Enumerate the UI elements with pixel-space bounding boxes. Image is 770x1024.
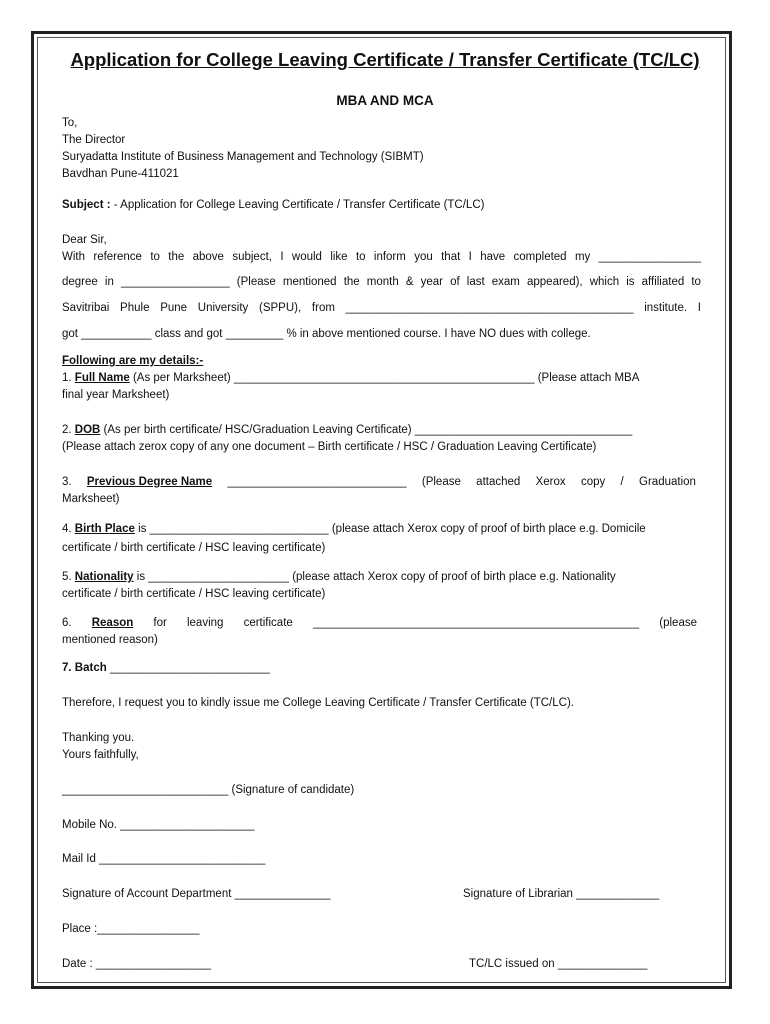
- detail-birth-place-cont: certificate / birth certificate / HSC leaving certificate): [62, 542, 326, 554]
- detail-dob-cont: (Please attach zerox copy of any one document – Birth certificate / HSC / Graduation Leaving Certificate): [62, 441, 597, 453]
- body-paragraph-line-2: [62, 275, 701, 289]
- word: With: [62, 251, 85, 263]
- word: (Please: [421, 476, 461, 488]
- previous-degree-blank: ____________________________: [227, 476, 407, 488]
- date-field: Date : __________________: [62, 958, 212, 970]
- body-paragraph-line-3: [62, 301, 701, 315]
- word: in: [104, 276, 114, 288]
- word: _________________: [120, 276, 230, 288]
- detail-batch: [62, 661, 270, 675]
- word: appeared),: [526, 276, 583, 288]
- word: inform: [373, 251, 406, 263]
- word: I: [280, 251, 284, 263]
- address-line-1: The Director: [62, 134, 126, 146]
- document-subtitle: MBA AND MCA: [336, 93, 434, 108]
- reason-blank: ___________________________________________________: [312, 617, 640, 629]
- word: degree: [62, 276, 98, 288]
- address-line-2: Suryadatta Institute of Business Management and Technology (SIBMT): [62, 151, 424, 163]
- word: attached: [476, 476, 521, 488]
- word: that: [441, 251, 461, 263]
- subject-label: Subject :: [62, 199, 111, 211]
- detail-number: 5.: [62, 571, 75, 583]
- mail-id-field: Mail Id __________________________: [62, 853, 266, 865]
- yours-faithfully: Yours faithfully,: [62, 749, 139, 761]
- word: University: [197, 302, 249, 314]
- full-name-label: Full Name: [74, 372, 130, 384]
- word: you: [414, 251, 433, 263]
- word: to: [150, 251, 160, 263]
- word: (SPPU),: [259, 302, 302, 314]
- word: institute.: [644, 302, 688, 314]
- place-field: Place :________________: [62, 923, 200, 935]
- previous-degree-label: Previous Degree Name: [86, 476, 213, 488]
- batch-blank: _________________________: [106, 662, 270, 674]
- nationality-label: Nationality: [74, 571, 134, 583]
- body-paragraph-line-4: got ___________ class and got _________ % in above mentioned course. I have NO dues with college.: [62, 328, 591, 340]
- word: to: [691, 276, 701, 288]
- word: affiliated: [641, 276, 685, 288]
- word: the: [168, 251, 185, 263]
- word: the: [343, 276, 360, 288]
- body-paragraph-line-1: [62, 250, 701, 264]
- dob-text: (As per birth certificate/ HSC/Graduation Leaving Certificate) __________________________________: [100, 424, 633, 436]
- word: reference: [93, 251, 142, 263]
- word: of: [450, 276, 460, 288]
- word: Phule: [120, 302, 150, 314]
- reason-label: Reason: [91, 617, 134, 629]
- word: exam: [491, 276, 520, 288]
- word: Graduation: [639, 476, 696, 488]
- detail-number: 4.: [62, 523, 75, 535]
- word: have: [480, 251, 506, 263]
- detail-previous-degree-cont: Marksheet): [62, 493, 120, 505]
- detail-previous-degree: [62, 475, 696, 489]
- thanking-line: Thanking you.: [62, 732, 135, 744]
- word: (please: [659, 617, 697, 629]
- nationality-text: is ______________________ (please attach Xerox copy of proof of birth place e.g. Nationality: [133, 571, 616, 583]
- word: which: [589, 276, 620, 288]
- word: _____________________________________________: [345, 302, 634, 314]
- word: my: [574, 251, 591, 263]
- word: last: [466, 276, 485, 288]
- detail-birth-place: [62, 522, 646, 536]
- word: I: [697, 302, 701, 314]
- word: like: [330, 251, 348, 263]
- mobile-number-field: Mobile No. _____________________: [62, 819, 255, 831]
- word: year: [420, 276, 443, 288]
- subject-line: [62, 198, 484, 212]
- address-to: To,: [62, 117, 78, 129]
- address-line-3: Bavdhan Pune-411021: [62, 168, 179, 180]
- word: Pune: [160, 302, 188, 314]
- detail-number: 2.: [62, 424, 75, 436]
- request-paragraph: Therefore, I request you to kindly issue me College Leaving Certificate / Transfer Certificate (TC/LC).: [62, 697, 574, 709]
- subject-text: - Application for College Leaving Certificate / Transfer Certificate (TC/LC): [110, 199, 485, 211]
- salutation: Dear Sir,: [62, 234, 107, 246]
- detail-full-name-cont: final year Marksheet): [62, 389, 170, 401]
- word: above: [192, 251, 224, 263]
- detail-number: 3.: [62, 476, 72, 488]
- word: ________________: [598, 251, 701, 263]
- word: /: [620, 476, 624, 488]
- word: subject,: [232, 251, 272, 263]
- word: month: [366, 276, 399, 288]
- word: Xerox: [535, 476, 566, 488]
- detail-number: 1.: [62, 372, 75, 384]
- word: leaving: [186, 617, 224, 629]
- detail-reason: [62, 616, 697, 630]
- batch-label: 7. Batch: [62, 662, 107, 674]
- candidate-signature-line: __________________________ (Signature of candidate): [62, 784, 355, 796]
- word: copy: [580, 476, 606, 488]
- birth-place-label: Birth Place: [74, 523, 135, 535]
- word: I: [468, 251, 472, 263]
- detail-number: 6.: [62, 617, 72, 629]
- word: is: [626, 276, 635, 288]
- word: (Please: [236, 276, 276, 288]
- full-name-text: (As per Marksheet) _______________________________________________ (Please attach MBA: [129, 372, 640, 384]
- account-signature-field: Signature of Account Department _______________: [62, 888, 331, 900]
- tclc-issued-field: TC/LC issued on ______________: [469, 958, 648, 970]
- word: certificate: [243, 617, 293, 629]
- dob-label: DOB: [74, 424, 101, 436]
- document-title: Application for College Leaving Certificate / Transfer Certificate (TC/LC): [70, 49, 700, 70]
- detail-dob: [62, 423, 632, 437]
- word: completed: [513, 251, 567, 263]
- librarian-signature-field: Signature of Librarian _____________: [463, 888, 660, 900]
- word: &: [405, 276, 414, 288]
- word: for: [153, 617, 167, 629]
- word: mentioned: [282, 276, 337, 288]
- word: from: [311, 302, 335, 314]
- detail-full-name: [62, 371, 639, 385]
- word: would: [291, 251, 322, 263]
- word: to: [355, 251, 366, 263]
- word: Savitribai: [62, 302, 110, 314]
- detail-reason-cont: mentioned reason): [62, 634, 158, 646]
- detail-nationality-cont: certificate / birth certificate / HSC leaving certificate): [62, 588, 326, 600]
- details-heading: Following are my details:-: [62, 355, 204, 367]
- detail-nationality: [62, 570, 616, 584]
- birth-place-text: is ____________________________ (please attach Xerox copy of proof of birth place e.g. Domicile: [134, 523, 646, 535]
